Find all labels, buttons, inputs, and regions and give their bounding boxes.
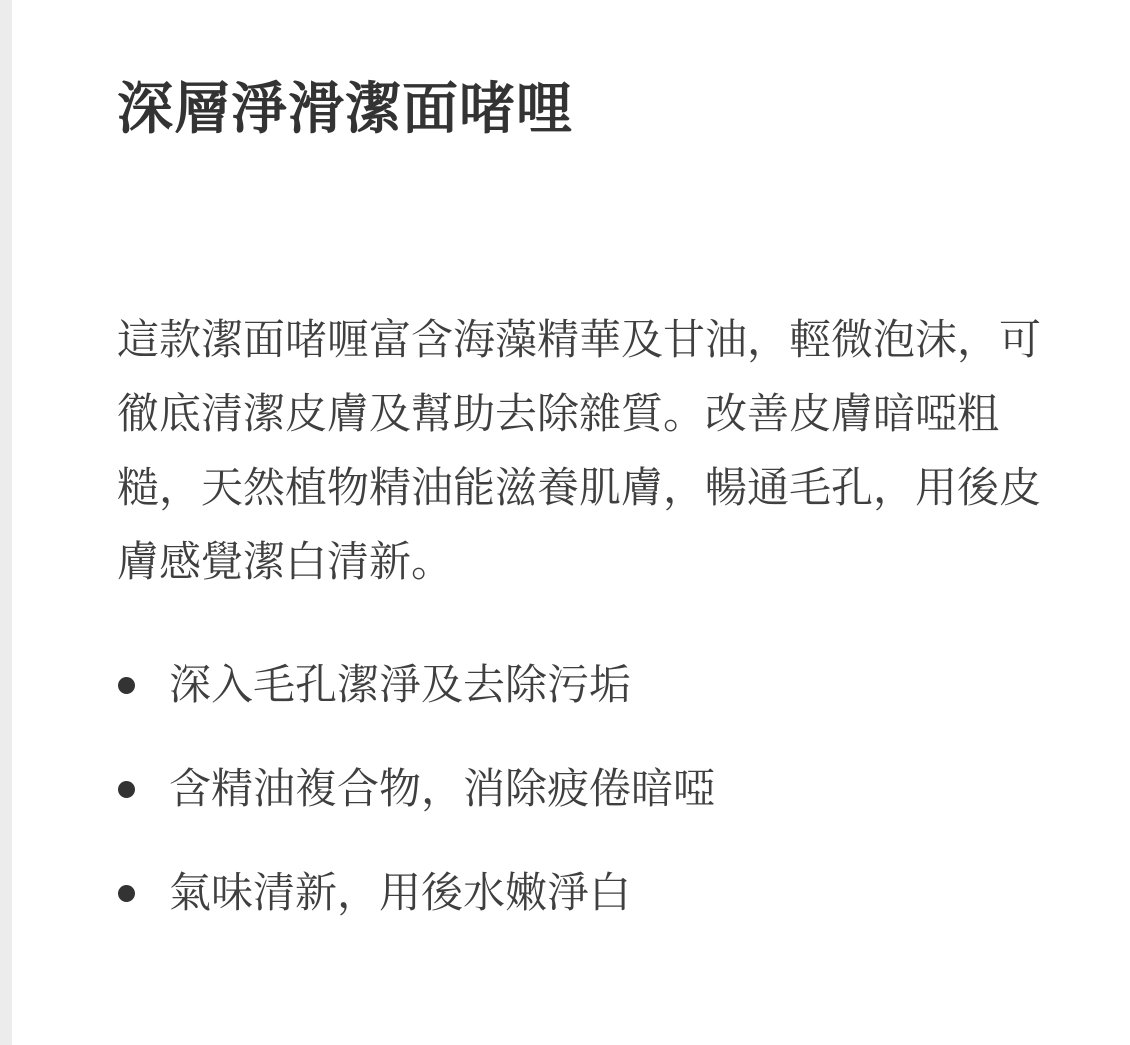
bullet-icon: [118, 885, 135, 902]
bullet-icon: [118, 677, 135, 694]
feature-text: 含精油複合物，消除疲倦暗啞: [169, 764, 716, 813]
page-background: [12, 0, 1130, 1045]
feature-text: 氣味清新，用後水嫩淨白: [169, 868, 632, 917]
feature-item: [117, 865, 1077, 921]
feature-list: [117, 657, 1077, 921]
product-content: [117, 72, 1077, 969]
feature-item: [117, 657, 1077, 713]
feature-item: [117, 761, 1077, 817]
feature-text: 深入毛孔潔淨及去除污垢: [169, 660, 632, 709]
bullet-icon: [118, 781, 135, 798]
product-title: 深層淨滑潔面啫哩: [117, 77, 573, 142]
product-description: 這款潔面啫喱富含海藻精華及甘油，輕微泡沫，可徹底清潔皮膚及幫助去除雜質。改善皮膚暗啞粗糙，天然植物精油能滋養肌膚，暢通毛孔，用後皮膚感覺潔白清新。: [117, 315, 1042, 586]
